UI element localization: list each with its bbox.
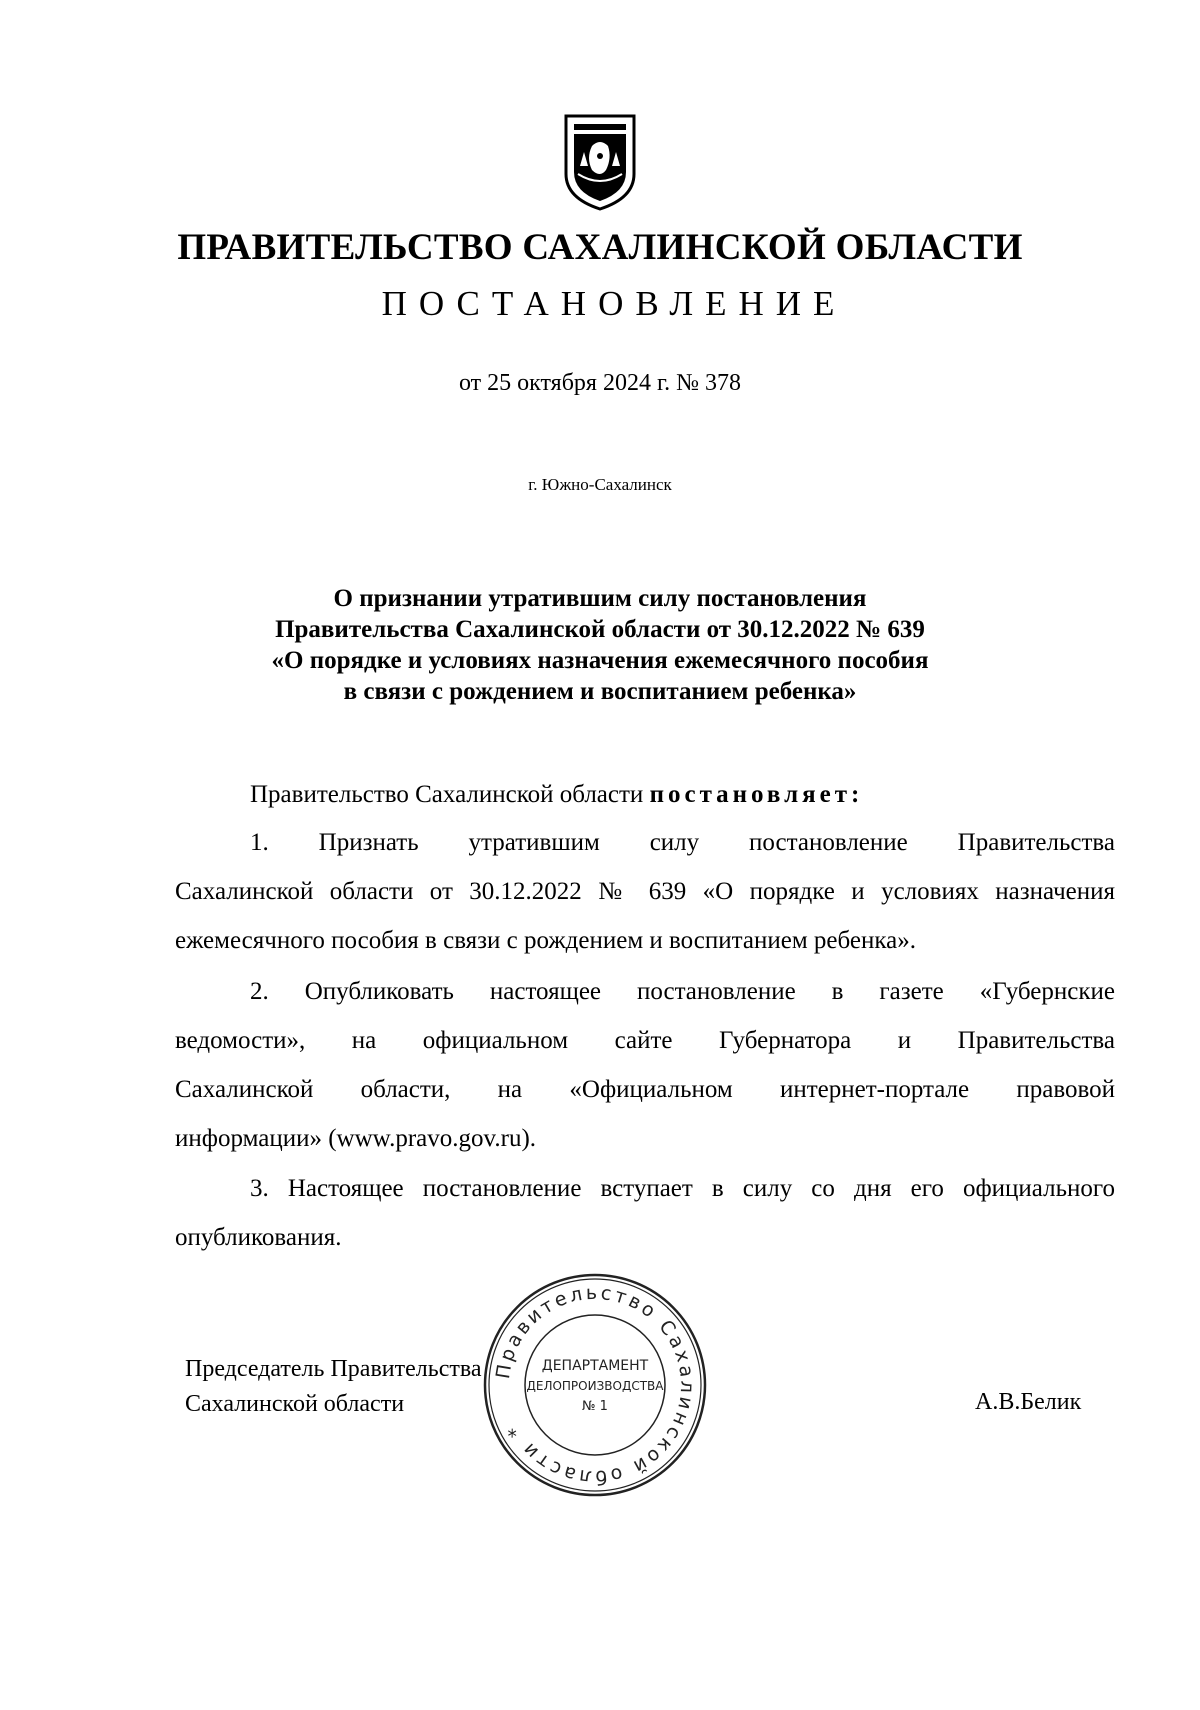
item-line: ежемесячного пособия в связи с рождением и воспитанием ребенка». — [175, 927, 916, 954]
signatory-title-line: Сахалинской области — [185, 1391, 405, 1417]
item-line: ведомости», на официальном сайте Губернатора и Правительства — [175, 1027, 1115, 1054]
intro-text: Правительство Сахалинской области — [250, 781, 650, 808]
resolution-item-3 — [175, 1164, 1115, 1262]
subject-line: О признании утратившим силу постановления — [333, 585, 867, 612]
item-line: Сахалинской области от 30.12.2022 № 639 «О порядке и условиях назначения — [175, 878, 1115, 905]
official-seal — [480, 1270, 710, 1500]
coat-of-arms-icon — [562, 112, 638, 212]
signatory-name: А.В.Белик — [975, 1389, 1082, 1415]
item-line: 3. Настоящее постановление вступает в силу со дня его официального — [250, 1175, 1115, 1202]
seal-center-line: ДЕПАРТАМЕНТ — [541, 1358, 649, 1374]
resolution-item-1 — [175, 818, 1115, 965]
resolution-item-2 — [175, 967, 1115, 1163]
seal-ring-text: Правительство Сахалинской области * — [491, 1281, 699, 1489]
item-line: Сахалинской области, на «Официальном интернет-портале правовой — [175, 1076, 1115, 1103]
item-line: 2. Опубликовать настоящее постановление в газете «Губернские — [250, 978, 1115, 1005]
resolution-intro — [175, 770, 1115, 819]
document-subject — [0, 583, 1200, 707]
seal-center-line: № 1 — [582, 1399, 608, 1414]
subject-line: Правительства Сахалинской области от 30.12.2022 № 639 — [275, 616, 925, 643]
document-type: ПОСТАНОВЛЕНИЕ — [381, 284, 847, 323]
signatory-title — [185, 1352, 482, 1422]
item-line: опубликования. — [175, 1224, 342, 1251]
item-line: 1. Признать утратившим силу постановление Правительства — [250, 829, 1115, 856]
seal-center-line: ДЕЛОПРОИЗВОДСТВА — [526, 1379, 664, 1393]
document-city: г. Южно-Сахалинск — [528, 475, 672, 494]
government-name: ПРАВИТЕЛЬСТВО САХАЛИНСКОЙ ОБЛАСТИ — [177, 227, 1023, 268]
subject-line: в связи с рождением и воспитанием ребенка» — [343, 678, 857, 705]
document-date-number: от 25 октября 2024 г. № 378 — [458, 370, 741, 396]
intro-keyword: постановляет: — [649, 781, 864, 808]
signatory-title-line: Председатель Правительства — [185, 1356, 482, 1382]
subject-line: «О порядке и условиях назначения ежемесячного пособия — [271, 647, 929, 674]
item-line: информации» (www.pravo.gov.ru). — [175, 1125, 537, 1152]
